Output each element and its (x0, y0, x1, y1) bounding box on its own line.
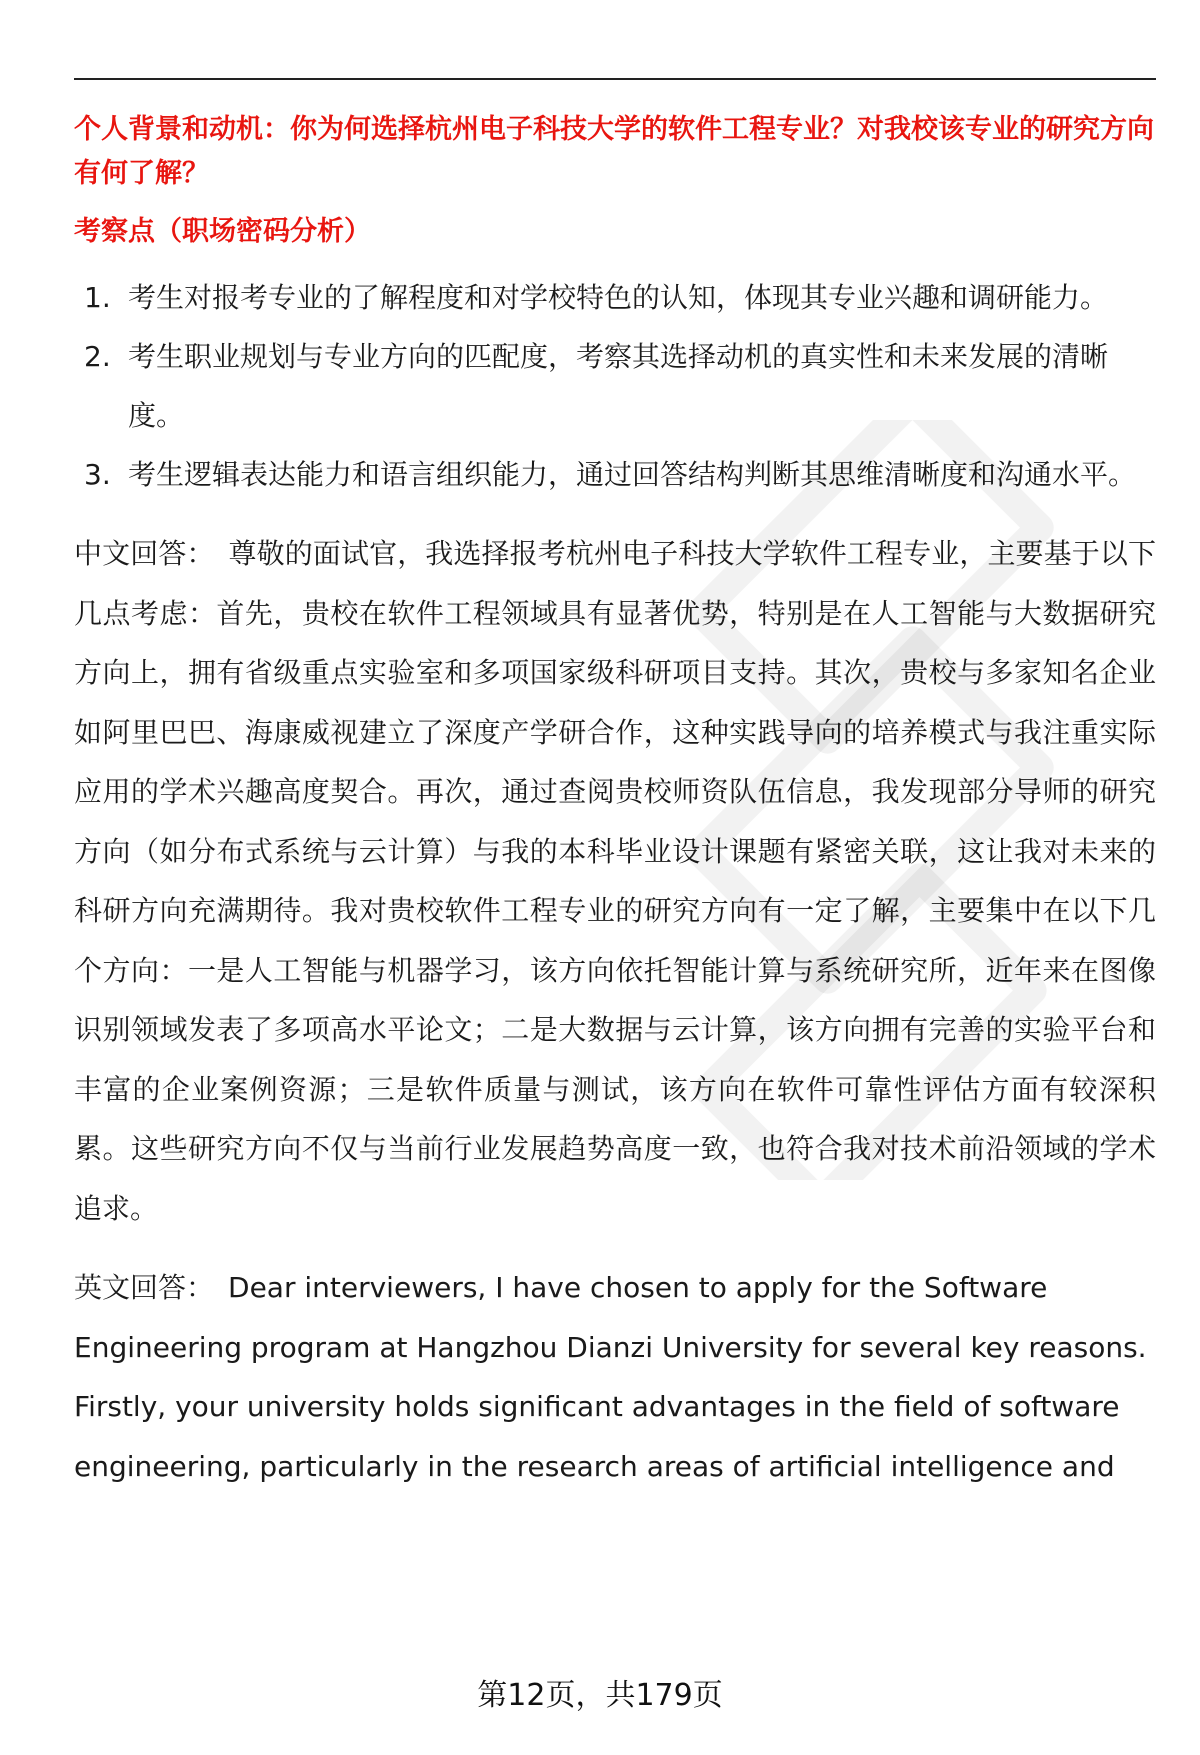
page-number-footer: 第12页，共179页 (477, 1678, 723, 1713)
question-heading: 个人背景和动机：你为何选择杭州电子科技大学的软件工程专业？对我校该专业的研究方向有何了解？ (74, 114, 1154, 189)
section-title: 考察点（职场密码分析） (74, 216, 371, 247)
list-item-text: 考生逻辑表达能力和语言组织能力，通过回答结构判断其思维清晰度和沟通水平。 (128, 458, 1137, 491)
english-answer-paragraph (74, 1258, 1156, 1496)
list-item (74, 268, 1156, 327)
list-item (74, 327, 1156, 445)
chinese-answer-text: 尊敬的面试官，我选择报考杭州电子科技大学软件工程专业，主要基于以下几点考虑：首先，贵校在软件工程领域具有显著优势，特别是在人工智能与大数据研究方向上，拥有省级重点实验室和多项国家级科研项目支持。其次，贵校与多家知名企业如阿里巴巴、海康威视建立了深度产学研合作，这种实践导向的培养模式与我注重实际应用的学术兴趣高度契合。再次，通过查阅贵校师资队伍信息，我发现部分导师的研究方向（如分布式系统与云计算）与我的本科毕业设计课题有紧密关联，这让我对未来的科研方向充满期待。我对贵校软件工程专业的研究方向有一定了解，主要集中在以下几个方向：一是人工智能与机器学习，该方向依托智能计算与系统研究所，近年来在图像识别领域发表了多项高水平论文；二是大数据与云计算，该方向拥有完善的实验平台和丰富的企业案例资源；三是软件质量与测试，该方向在软件可靠性评估方面有较深积累。这些研究方向不仅与当前行业发展趋势高度一致，也符合我对技术前沿领域的学术追求。 (74, 537, 1156, 1225)
list-item-number: 2. (84, 340, 111, 373)
assessment-points-list (74, 268, 1156, 504)
list-item-text: 考生职业规划与专业方向的匹配度，考察其选择动机的真实性和未来发展的清晰度。 (128, 340, 1109, 432)
list-item-number: 1. (84, 281, 111, 314)
header-divider (74, 78, 1156, 80)
english-answer-label: 英文回答： (74, 1271, 215, 1304)
chinese-answer-label: 中文回答： (74, 537, 215, 570)
list-item (74, 445, 1156, 504)
list-item-number: 3. (84, 458, 111, 491)
english-answer-text: Dear interviewers, I have chosen to apply for the Software Engineering program at Hangzhou Dianzi University for several key reasons. Firstly, your university holds significant advantages in the field of software engineering, particularly in the research areas of artificial intelligence and (74, 1271, 1147, 1483)
list-item-text: 考生对报考专业的了解程度和对学校特色的认知，体现其专业兴趣和调研能力。 (128, 281, 1109, 314)
chinese-answer-paragraph (74, 524, 1156, 1238)
page-content (74, 108, 1156, 1496)
